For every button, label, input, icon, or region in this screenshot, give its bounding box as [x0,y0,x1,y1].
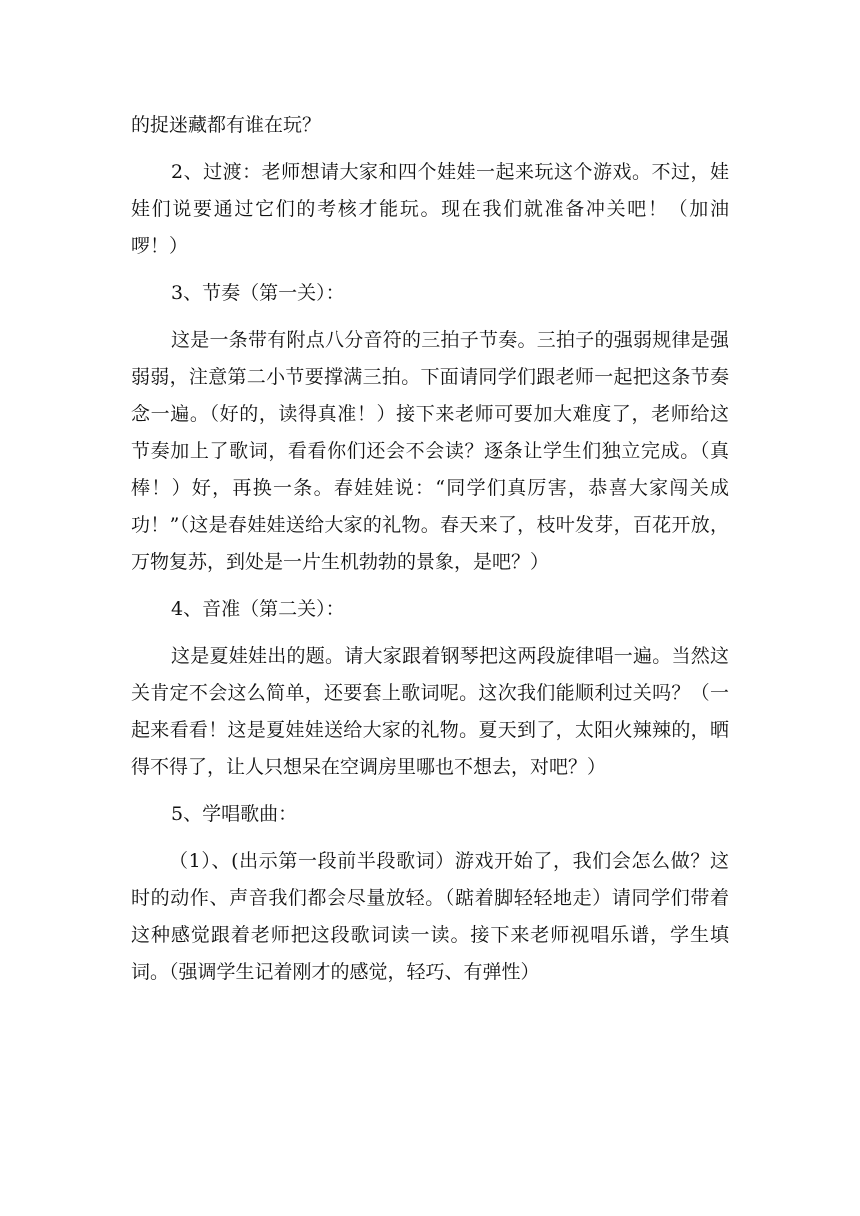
paragraph-rhythm: 这是一条带有附点八分音符的三拍子节奏。三拍子的强弱规律是强弱弱，注意第二小节要撑满三拍。下面请同学们跟老师一起把这条节奏念一遍。（好的，读得真准！）接下来老师可要加大难度了，老师给这节奏加上了歌词，看看你们还会不会读？逐条让学生们独立完成。（真棒！）好，再换一条。春娃娃说：“同学们真厉害，恭喜大家闯关成功！”（这是春娃娃送给大家的礼物。春天来了，枝叶发芽，百花开放，万物复苏，到处是一片生机勃勃的景象，是吧？） [131,329,729,573]
heading-pitch: 4、音准（第二关）： [171,598,345,620]
paragraph-pitch: 这是夏娃娃出的题。请大家跟着钢琴把这两段旋律唱一遍。当然这关肯定不会这么简单，还要套上歌词呢。这次我们能顺利过关吗？（一起来看看！这是夏娃娃送给大家的礼物。夏天到了，太阳火辣辣的，晒得不得了，让人只想呆在空调房里哪也不想去，对吧？） [131,645,729,778]
paragraph-learn-song: （1）、(出示第一段前半段歌词）游戏开始了，我们会怎么做？这时的动作、声音我们都会尽量放轻。（踮着脚轻轻地走）请同学们带着这种感觉跟着老师把这段歌词读一读。接下来老师视唱乐谱，学生填词。（强调学生记着刚才的感觉，轻巧、有弹性） [131,850,729,983]
heading-rhythm: 3、节奏（第一关）： [171,282,345,304]
paragraph-continuation: 的捉迷藏都有谁在玩？ [131,114,322,136]
document-body [131,107,729,1001]
paragraph-transition: 2、过渡：老师想请大家和四个娃娃一起来玩这个游戏。不过，娃娃们说要通过它们的考核才能玩。现在我们就准备冲关吧！（加油啰！） [131,161,729,257]
heading-learn-song: 5、学唱歌曲： [171,803,298,825]
